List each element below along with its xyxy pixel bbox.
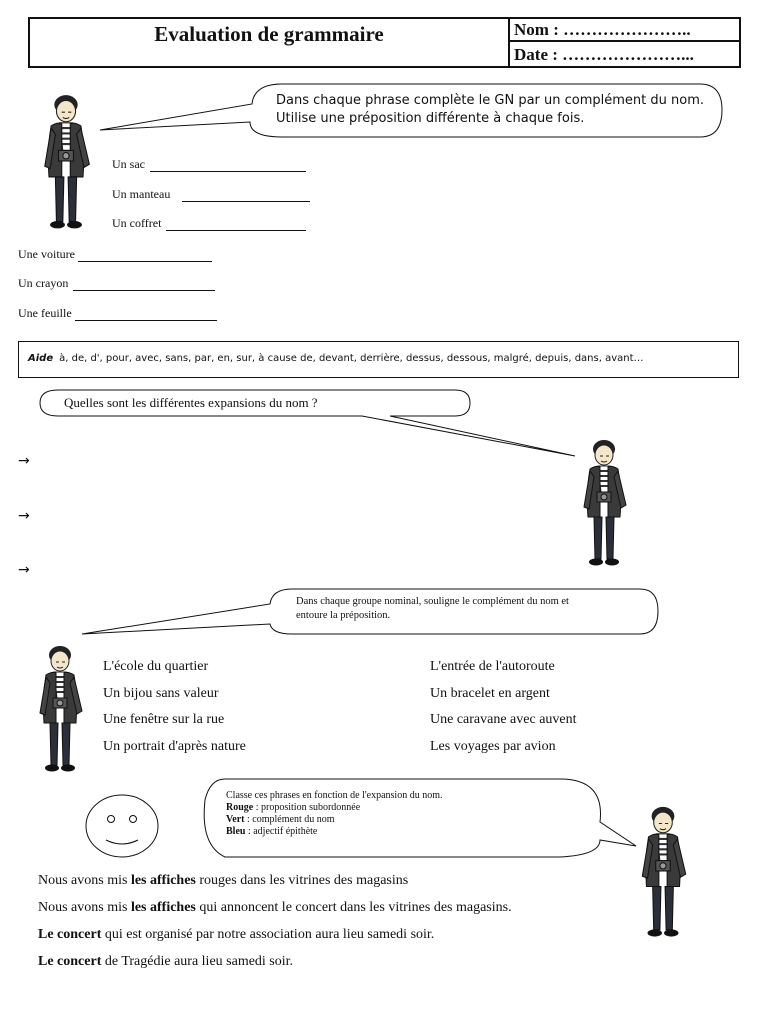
legend-green [226, 814, 442, 826]
sentence-text: de Tragédie aura lieu samedi soir. [101, 954, 294, 969]
page-title: Evaluation de grammaire [154, 22, 384, 46]
sentence-bold: Le concert [38, 954, 102, 969]
sentence-text: qui annoncent le concert dans les vitrines des magasins. [195, 900, 512, 915]
legend-value: : proposition subordonnée [253, 802, 361, 813]
item-label: Un sac [112, 157, 145, 171]
boy-figure-icon [632, 802, 694, 940]
phrase-item[interactable]: Une fenêtre sur la rue [103, 712, 225, 727]
exercise4-instruction-block [226, 790, 442, 838]
name-field[interactable]: Nom : ………………….. [510, 19, 739, 42]
item-label: Un crayon [18, 276, 69, 290]
sentence-item[interactable] [38, 927, 434, 943]
sentence-bold: les affiches [130, 873, 196, 888]
help-text: à, de, d', pour, avec, sans, par, en, sur, à cause de, devant, derrière, dessus, dessous, malgré, depuis, dans, avant… [59, 353, 644, 364]
exercise1-instruction: Dans chaque phrase complète le GN par un complément du nom. Utilise une préposition différente à chaque fois. [276, 93, 705, 126]
phrase-item[interactable]: Un bijou sans valeur [103, 686, 219, 701]
phrase-item[interactable]: Un bracelet en argent [430, 686, 550, 701]
arrow-icon: → [18, 562, 30, 578]
date-field[interactable]: Date : …………………... [514, 45, 694, 64]
item-label: Une voiture [18, 247, 75, 261]
sentence-bold: les affiches [130, 900, 196, 915]
item-label: Une feuille [18, 306, 72, 320]
legend-red [226, 802, 442, 814]
sentence-item[interactable] [38, 954, 293, 970]
help-label: Aide [28, 353, 54, 364]
sentence-text: Nous avons mis [38, 873, 131, 888]
sentence-text: Nous avons mis [38, 900, 131, 915]
item-label: Un coffret [112, 216, 162, 230]
sentence-bold: Le concert [38, 927, 102, 942]
sentence-item[interactable] [38, 900, 512, 916]
item-label: Un manteau [112, 187, 171, 201]
arrow-icon: → [18, 453, 30, 469]
legend-blue [226, 826, 442, 838]
legend-value: : adjectif épithète [245, 826, 318, 837]
sentence-text: qui est organisé par notre association aura lieu samedi soir. [101, 927, 435, 942]
exercise2-question: Quelles sont les différentes expansions du nom ? [64, 395, 318, 410]
legend-value: : complément du nom [244, 814, 335, 825]
sentence-text: rouges dans les vitrines des magasins [195, 873, 409, 888]
phrase-item[interactable]: L'école du quartier [103, 659, 209, 674]
sentence-item[interactable] [38, 873, 408, 889]
exercise3-instruction: Dans chaque groupe nominal, souligne le complément du nom et entoure la préposition. [296, 596, 569, 621]
phrase-item[interactable]: L'entrée de l'autoroute [430, 659, 555, 674]
legend-key: Rouge [226, 802, 254, 813]
phrase-item[interactable]: Un portrait d'après nature [103, 739, 246, 754]
legend-key: Bleu [226, 826, 246, 837]
exercise4-instruction: Classe ces phrases en fonction de l'expansion du nom. [226, 790, 443, 801]
legend-key: Vert [226, 814, 245, 825]
arrow-icon: → [18, 508, 30, 524]
phrase-item[interactable]: Les voyages par avion [430, 739, 556, 754]
phrase-item[interactable]: Une caravane avec auvent [430, 712, 577, 727]
